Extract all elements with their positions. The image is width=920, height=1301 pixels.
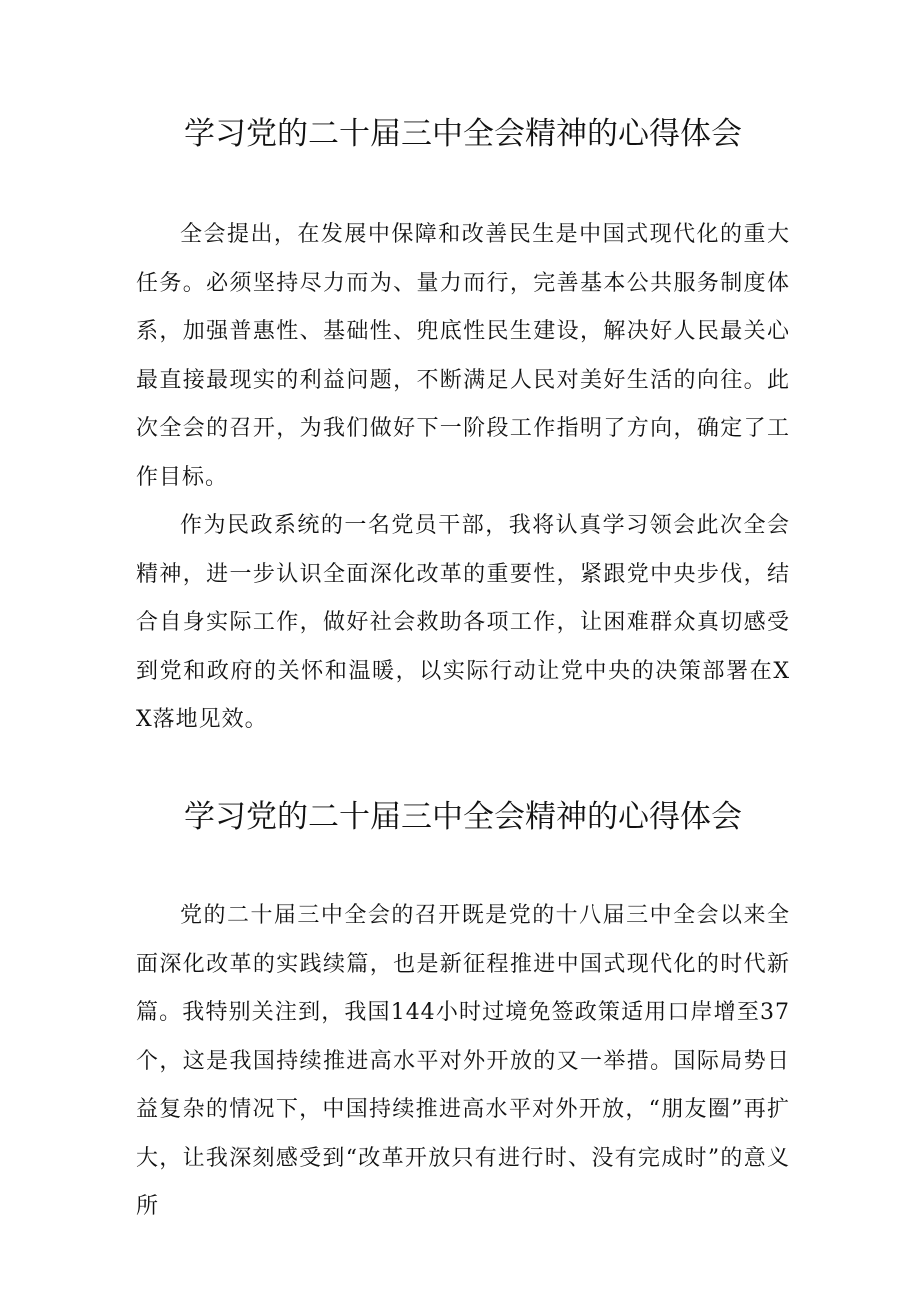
article-1-paragraph-1: 全会提出，在发展中保障和改善民生是中国式现代化的重大任务。必须坚持尽力而为、量力而行，完善基本公共服务制度体系，加强普惠性、基础性、兜底性民生建设，解决好人民最关心最直接最现实的利益问题，不断满足人民对美好生活的向往。此次全会的召开，为我们做好下一阶段工作指明了方向，确定了工作目标。 <box>136 222 790 490</box>
article-1-paragraph-2: 作为民政系统的一名党员干部，我将认真学习领会此次全会精神，进一步认识全面深化改革的重要性，紧跟党中央步伐，结合自身实际工作，做好社会救助各项工作，让困难群众真切感受到党和政府的关怀和温暖，以实际行动让党中央的决策部署在XX落地见效。 <box>136 513 790 732</box>
article-title-2: 学习党的二十届三中全会精神的心得体会 <box>184 799 742 835</box>
article-title-1: 学习党的二十届三中全会精神的心得体会 <box>184 116 742 152</box>
article-section-1 <box>136 110 790 745</box>
article-2-paragraph-1: 党的二十届三中全会的召开既是党的十八届三中全会以来全面深化改革的实践续篇，也是新征程推进中国式现代化的时代新篇。我特别关注到，我国144小时过境免签政策适用口岸增至37个，这是我国持续推进高水平对外开放的又一举措。国际局势日益复杂的情况下，中国持续推进高水平对外开放，“朋友圈”再扩大，让我深刻感受到“改革开放只有进行时、没有完成时”的意义所 <box>136 903 790 1219</box>
article-section-2 <box>136 793 790 1232</box>
